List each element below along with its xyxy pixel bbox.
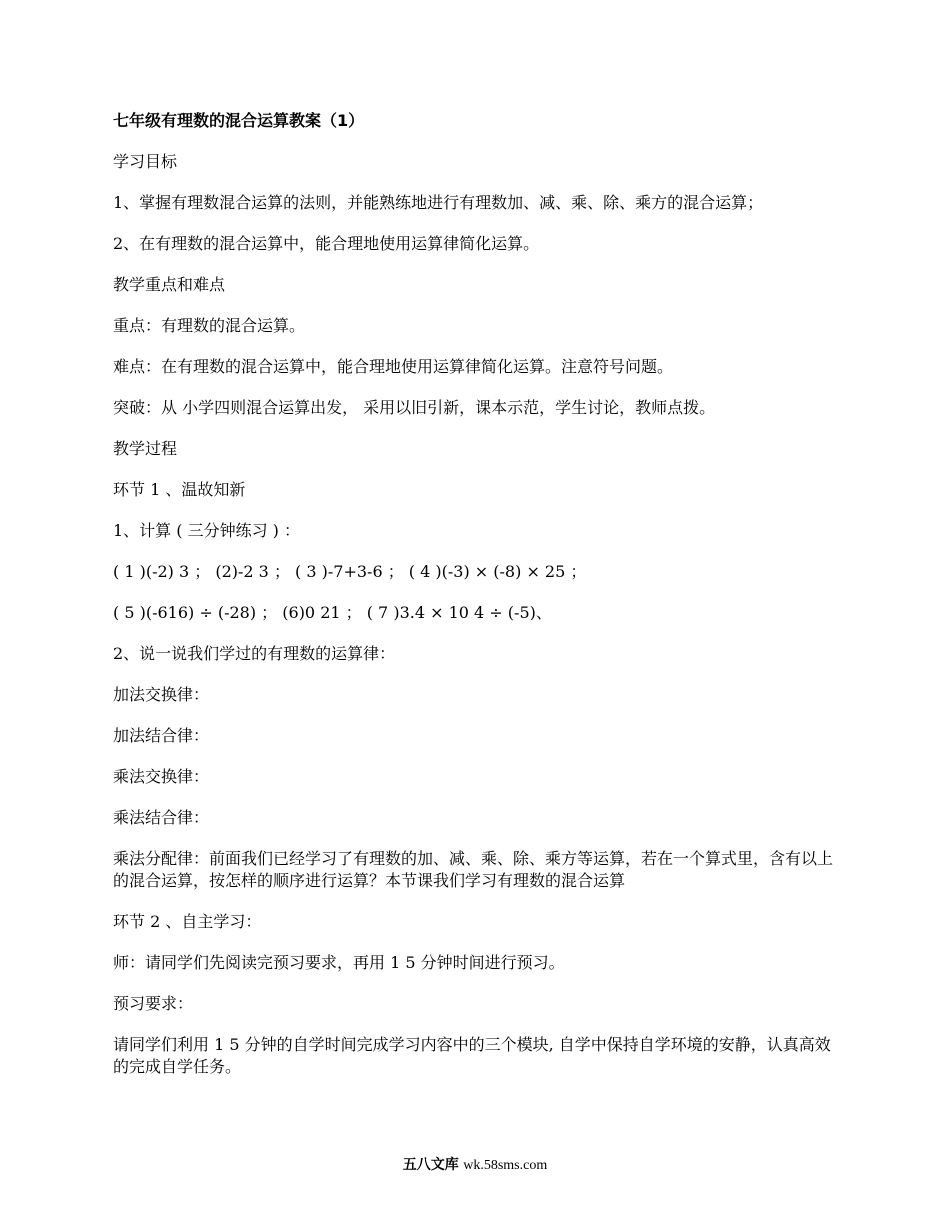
objective-2: 2、在有理数的混合运算中，能合理地使用运算律简化运算。 <box>113 234 540 253</box>
exercise-line-2: ( 5 )(-616) ÷ (-28) ； (6)0 21 ； ( 7 )3.4 × 10 4 ÷ (-5)、 <box>113 603 552 622</box>
objective-1: 1、掌握有理数混合运算的法则，并能熟练地进行有理数加、减、乘、除、乘方的混合运算； <box>113 193 764 212</box>
preview-requirements-heading: 预习要求： <box>113 994 194 1013</box>
step-1-heading: 环节 1 、温故知新 <box>113 480 246 499</box>
document-title: 七年级有理数的混合运算教案（1） <box>113 111 365 130</box>
section-heading-process: 教学过程 <box>113 439 178 458</box>
document-body <box>113 110 833 1097</box>
law-addition-associative: 加法结合律： <box>113 726 210 745</box>
preview-requirements: 请同学们利用 1 5 分钟的自学时间完成学习内容中的三个模块, 自学中保持自学环境的安静，认真高效的完成自学任务。 <box>113 1035 831 1076</box>
step-2-heading: 环节 2 、自主学习： <box>113 912 262 931</box>
law-addition-commutative: 加法交换律： <box>113 685 210 704</box>
footer-url[interactable]: wk.58sms.com <box>463 1158 548 1173</box>
law-multiplication-associative: 乘法结合律： <box>113 808 210 827</box>
section-heading-objectives: 学习目标 <box>113 152 178 171</box>
breakthrough: 突破：从 小学四则混合运算出发， 采用以旧引新，课本示范，学生讨论，教师点拨。 <box>113 398 716 417</box>
difficult-point: 难点：在有理数的混合运算中，能合理地使用运算律简化运算。注意符号问题。 <box>113 357 674 376</box>
law-distributive: 乘法分配律：前面我们已经学习了有理数的加、减、乘、除、乘方等运算，若在一个算式里，含有以上的混合运算，按怎样的顺序进行运算？本节课我们学习有理数的混合运算 <box>113 849 834 890</box>
law-multiplication-commutative: 乘法交换律： <box>113 767 210 786</box>
exercise-line-1: ( 1 )(-2) 3 ； (2)-2 3 ； ( 3 )-7+3-6 ； ( 4 )(-3) × (-8) × 25 ； <box>113 562 587 581</box>
exercise-heading: 1、计算 ( 三分钟练习 ) ： <box>113 521 301 540</box>
key-point: 重点：有理数的混合运算。 <box>113 316 306 335</box>
section-heading-key-points: 教学重点和难点 <box>113 275 226 294</box>
footer-brand: 五八文库 <box>402 1157 459 1173</box>
teacher-instruction: 师：请同学们先阅读完预习要求，再用 1 5 分钟时间进行预习。 <box>113 953 565 972</box>
page-footer <box>0 1155 950 1176</box>
laws-heading: 2、说一说我们学过的有理数的运算律： <box>113 644 396 663</box>
